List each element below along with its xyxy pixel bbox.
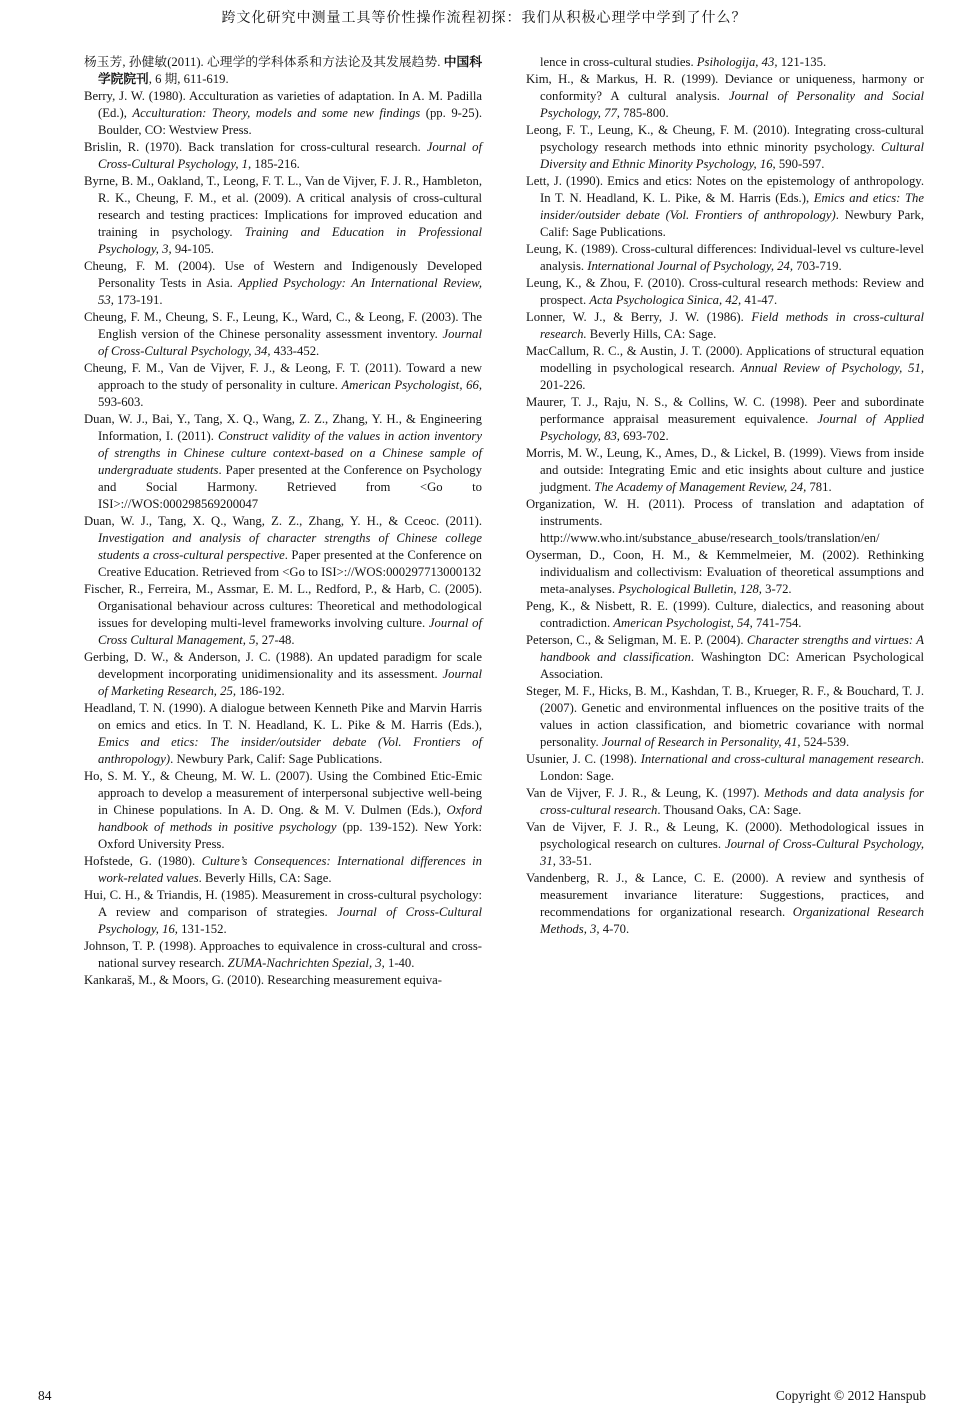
reference-entry: Van de Vijver, F. J. R., & Leung, K. (1997). Methods and data analysis for cross-cultural research. Thousand Oaks, CA: Sage. <box>526 786 924 817</box>
page-footer <box>38 1388 926 1404</box>
references-section <box>84 54 924 989</box>
reference-entry: Ho, S. M. Y., & Cheung, M. W. L. (2007). Using the Combined Etic-Emic approach to develop a measurement of interpersonal subjective well-being in Chinese populations. In A. D. Ong. & M. V. Dulmen (Eds.), Oxford handbook of methods in positive psychology (pp. 139-152). New York: Oxford University Press. <box>84 769 482 851</box>
reference-entry: Hui, C. H., & Triandis, H. (1985). Measurement in cross-cultural psychology: A review and comparison of strategies. Journal of Cross-Cultural Psychology, 16, 131-152. <box>84 888 482 936</box>
reference-entry: Maurer, T. J., Raju, N. S., & Collins, W. C. (1998). Peer and subordinate performance appraisal measurement equivalence. Journal of Applied Psychology, 83, 693-702. <box>526 395 924 443</box>
reference-entry: Duan, W. J., Bai, Y., Tang, X. Q., Wang, Z. Z., Zhang, Y. H., & Engineering Information, I. (2011). Construct validity of the values in action inventory of strengths in Chinese culture context-based on a Chinese sample of undergraduate students. Paper presented at the Conference on Psychology and Social Harmony. Retrieved from <Go to ISI>://WOS:000298569200047 <box>84 412 482 511</box>
reference-entry: Brislin, R. (1970). Back translation for cross-cultural research. Journal of Cross-Cultural Psychology, 1, 185-216. <box>84 140 482 171</box>
reference-entry: Johnson, T. P. (1998). Approaches to equivalence in cross-cultural and cross-national survey research. ZUMA-Nachrichten Spezial, 3, 1-40. <box>84 939 482 970</box>
page-number: 84 <box>38 1388 52 1403</box>
reference-entry: Oyserman, D., Coon, H. M., & Kemmelmeier, M. (2002). Rethinking individualism and collectivism: Evaluation of theoretical assumptions and meta-analyses. Psychological Bulletin, 128, 3-72. <box>526 548 924 596</box>
reference-entry: Van de Vijver, F. J. R., & Leung, K. (2000). Methodological issues in psychological research on cultures. Journal of Cross-Cultural Psychology, 31, 33-51. <box>526 820 924 868</box>
reference-entry: Kim, H., & Markus, H. R. (1999). Deviance or uniqueness, harmony or conformity? A cultural analysis. Journal of Personality and Social Psychology, 77, 785-800. <box>526 72 924 120</box>
references-column-left <box>84 54 482 989</box>
reference-entry: Peterson, C., & Seligman, M. E. P. (2004). Character strengths and virtues: A handbook and classification. Washington DC: American Psychological Association. <box>526 633 924 681</box>
reference-entry: Leung, K. (1989). Cross-cultural differences: Individual-level vs culture-level analysis. International Journal of Psychology, 24, 703-719. <box>526 242 924 273</box>
reference-entry: Cheung, F. M., Van de Vijver, F. J., & Leong, F. T. (2011). Toward a new approach to the study of personality in culture. American Psychologist, 66, 593-603. <box>84 361 482 409</box>
references-column-right <box>526 54 924 989</box>
reference-entry: Peng, K., & Nisbett, R. E. (1999). Culture, dialectics, and reasoning about contradiction. American Psychologist, 54, 741-754. <box>526 599 924 630</box>
reference-entry: Hofstede, G. (1980). Culture’s Consequences: International differences in work-related values. Beverly Hills, CA: Sage. <box>84 854 482 885</box>
reference-entry: Cheung, F. M. (2004). Use of Western and Indigenously Developed Personality Tests in Asia. Applied Psychology: An International Review, 53, 173-191. <box>84 259 482 307</box>
reference-entry: Headland, T. N. (1990). A dialogue between Kenneth Pike and Marvin Harris on emics and etics. In T. N. Headland, K. L. Pike & M. Harris (Eds.), Emics and etics: The insider/outsider debate (Vol. Frontiers of anthropology). Newbury Park, Calif: Sage Publications. <box>84 701 482 766</box>
reference-entry: Kankaraš, M., & Moors, G. (2010). Researching measurement equiva- <box>84 973 442 987</box>
reference-entry: Leong, F. T., Leung, K., & Cheung, F. M. (2010). Integrating cross-cultural psychology research methods into ethnic minority psychology. Cultural Diversity and Ethnic Minority Psychology, 16, 590-597. <box>526 123 924 171</box>
reference-entry: Morris, M. W., Leung, K., Ames, D., & Lickel, B. (1999). Views from inside and outside: Integrating Emic and etic insights about culture and justice judgment. The Academy of Management Review, 24, 781. <box>526 446 924 494</box>
running-head-title: 跨文化研究中测量工具等价性操作流程初探：我们从积极心理学中学到了什么？ <box>221 11 747 26</box>
reference-entry: Vandenberg, R. J., & Lance, C. E. (2000). A review and synthesis of measurement invariance literature: Suggestions, practices, and recommendations for organizational research. Organizational Research Methods, 3, 4-70. <box>526 871 924 936</box>
reference-entry: Cheung, F. M., Cheung, S. F., Leung, K., Ward, C., & Leong, F. (2003). The English version of the Chinese personality assessment inventory. Journal of Cross-Cultural Psychology, 34, 433-452. <box>84 310 482 358</box>
reference-entry-continuation: lence in cross-cultural studies. Psihologija, 43, 121-135. <box>540 55 827 69</box>
reference-entry: Organization, W. H. (2011). Process of translation and adaptation of instruments. http://www.who.int/substance_abuse/research_tools/translation/en/ <box>526 497 924 545</box>
copyright-notice: Copyright © 2012 Hanspub <box>775 1388 926 1403</box>
reference-entry: Leung, K., & Zhou, F. (2010). Cross-cultural research methods: Review and prospect. Acta Psychologica Sinica, 42, 41-47. <box>526 276 924 307</box>
reference-entry: Lonner, W. J., & Berry, J. W. (1986). Field methods in cross-cultural research. Beverly Hills, CA: Sage. <box>526 310 924 341</box>
reference-entry: 杨玉芳, 孙健敏(2011). 心理学的学科体系和方法论及其发展趋势. 中国科学院院刊, 6 期, 611-619. <box>84 55 483 86</box>
reference-entry: Byrne, B. M., Oakland, T., Leong, F. T. L., Van de Vijver, F. J. R., Hambleton, R. K., Cheung, F. M., et al. (2009). A critical analysis of cross-cultural research and testing practices: Implications for improved education and training in psychology. Training and Education in Professional Psychology, 3, 94-105. <box>84 174 482 256</box>
reference-entry: Duan, W. J., Tang, X. Q., Wang, Z. Z., Zhang, Y. H., & Cceoc. (2011). Investigation and analysis of character strengths of Chinese college students a cross-cultural perspective. Paper presented at the Conference on Creative Education. Retrieved from <Go to ISI>://WOS:000297713000132 <box>84 514 482 579</box>
reference-entry: Gerbing, D. W., & Anderson, J. C. (1988). An updated paradigm for scale development incorporating unidimensionality and its assessment. Journal of Marketing Research, 25, 186-192. <box>84 650 482 698</box>
reference-entry: Berry, J. W. (1980). Acculturation as varieties of adaptation. In A. M. Padilla (Ed.), Acculturation: Theory, models and some new findings (pp. 9-25). Boulder, CO: Westview Press. <box>84 89 482 137</box>
reference-entry: Usunier, J. C. (1998). International and cross-cultural management research. London: Sage. <box>526 752 924 783</box>
reference-entry: Steger, M. F., Hicks, B. M., Kashdan, T. B., Krueger, R. F., & Bouchard, T. J. (2007). Genetic and environmental influences on the positive traits of the values in action classification, and biometric covariance with normal personality. Journal of Research in Personality, 41, 524-539. <box>526 684 924 749</box>
reference-entry: Lett, J. (1990). Emics and etics: Notes on the epistemology of anthropology. In T. N. Headland, K. L. Pike, & M. Harris (Eds.), Emics and etics: The insider/outsider debate (Vol. Frontiers of anthropology). Newbury Park, Calif: Sage Publications. <box>526 174 924 239</box>
reference-entry: MacCallum, R. C., & Austin, J. T. (2000). Applications of structural equation modelling in psychological research. Annual Review of Psychology, 51, 201-226. <box>526 344 924 392</box>
reference-entry: Fischer, R., Ferreira, M., Assmar, E. M. L., Redford, P., & Harb, C. (2005). Organisational behaviour across cultures: Theoretical and methodological issues for developing multi-level frameworks involving culture. Journal of Cross Cultural Management, 5, 27-48. <box>84 582 482 647</box>
